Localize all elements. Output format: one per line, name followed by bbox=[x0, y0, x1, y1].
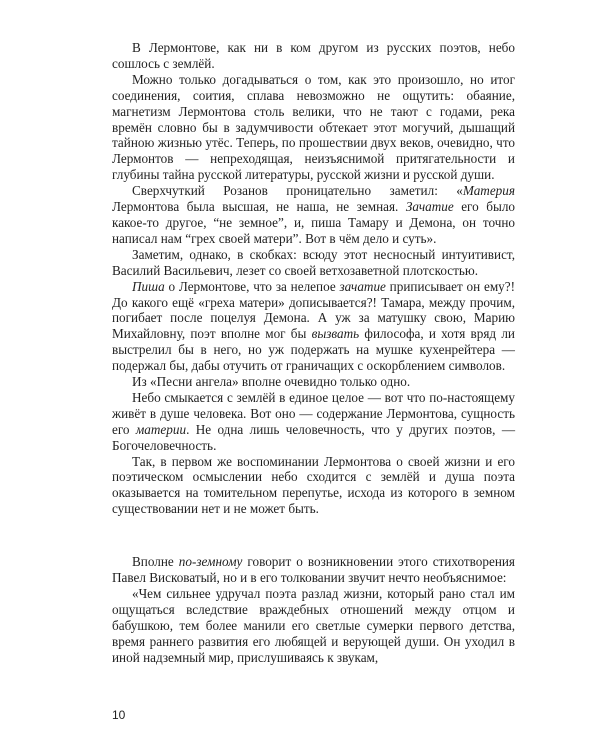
paragraph-5 bbox=[112, 279, 515, 374]
emphasis-zachatie: Зачатие bbox=[405, 199, 454, 215]
paragraph-9 bbox=[112, 554, 515, 586]
paragraph-5-mid2: приписывает он ему?! До какого ещё «греха матери» дописывается?! Тамара, между прочим, погибает после поцелуя Демона. А уж за матушку свою, Марию Михайловну, поэт вполне мог бы bbox=[112, 278, 516, 342]
paragraph-10-viskovaty-quote bbox=[112, 586, 515, 666]
paragraph-2 bbox=[112, 72, 515, 183]
paragraph-8 bbox=[112, 454, 515, 518]
emphasis-pisha: Пиша bbox=[132, 278, 165, 294]
paragraph-9-pre: Вполне bbox=[132, 554, 179, 570]
paragraph-6-text: Из «Песни ангела» вполне очевидно только одно. bbox=[132, 374, 411, 390]
paragraph-2-text: Можно только догадываться о том, как это произошло, но итог соединения, соития, сплава невозможно не ощутить: обаяние, магнетизм Лермонтова столь велики, что не тают с годами, река времён словно бы в задумчивости обтекает этот могучий, дышащий тайною жизнью утёс. Теперь, по прошествии двух веков, очевидно, что Лермонтов — непреходящая, неизъяснимой притягательности и глубины тайна русской литературы, русской жизни и русской души. bbox=[112, 71, 515, 183]
document-page bbox=[112, 40, 515, 666]
paragraph-8-text: Так, в первом же воспоминании Лермонтова о своей жизни и его поэтическом осмыслении небо сходится с землёй и душа поэта оказывается на томительном перепутье, исхода из которого в земном существовании нет и не может быть. bbox=[112, 453, 515, 517]
paragraph-1-text: В Лермонтове, как ни в ком другом из русских поэтов, небо сошлось с землёй. bbox=[112, 40, 515, 71]
paragraph-7-post: . Не одна лишь человечность, что у других поэтов, — Богочеловечность. bbox=[112, 421, 516, 453]
paragraph-4-text: Заметим, однако, в скобках: всюду этот несносный интуитивист, Василий Васильевич, лезет со своей ветхозаветной плотскостью. bbox=[112, 246, 515, 278]
section-gap bbox=[112, 517, 515, 554]
emphasis-zachatie-2: зачатие bbox=[339, 278, 386, 294]
paragraph-7-pre: Небо смыкается с землёй в единое целое — вот что по-настоящему живёт в душе человека. Вот оно — содержание Лермонтова, сущность его bbox=[112, 389, 515, 437]
paragraph-3-mid: Лермонтова была высшая, не наша, не земная. bbox=[112, 199, 406, 215]
emphasis-materii: материи bbox=[135, 421, 187, 437]
paragraph-3-post: его было какое-то другое, “не земное”, и, пиша Тамару и Демона, он точно написал нам “грех своей матери”. Вот в чём дело и суть». bbox=[112, 199, 516, 246]
paragraph-6 bbox=[112, 374, 515, 390]
emphasis-materiya: Материя bbox=[462, 183, 515, 199]
paragraph-3-rozanov-quote bbox=[112, 183, 515, 247]
paragraph-10-text: «Чем сильнее удручал поэта разлад жизни, который рано стал им ощущаться вследствие враждебных отношений между отцом и бабушкою, тем более манили его светлые сумерки первого детства, время раннего развития его любящей и верующей души. Он уходил в иной надземный мир, прислушиваясь к звукам, bbox=[112, 586, 515, 665]
paragraph-3-pre: Сверхчуткий Розанов проницательно заметил: « bbox=[132, 183, 463, 199]
paragraph-9-post: говорит о возникновении этого стихотворения Павел Висковатый, но и в его толковании звучит нечто необъяснимое: bbox=[112, 554, 516, 586]
paragraph-1 bbox=[112, 40, 515, 72]
paragraph-5-mid: о Лермонтове, что за нелепое bbox=[164, 278, 340, 294]
emphasis-po-zemnomu: по-земному bbox=[178, 554, 243, 570]
paragraph-4 bbox=[112, 247, 515, 279]
paragraph-7 bbox=[112, 390, 515, 454]
emphasis-vyzvat: вызвать bbox=[311, 326, 360, 342]
paragraph-5-post: философа, и хотя вряд ли выстрелил бы в него, но уж подержать на мушке кухенрейтера — подержал бы, дабы отучить от граничащих с оскорблением символов. bbox=[112, 326, 515, 374]
page-number: 10 bbox=[112, 708, 126, 722]
